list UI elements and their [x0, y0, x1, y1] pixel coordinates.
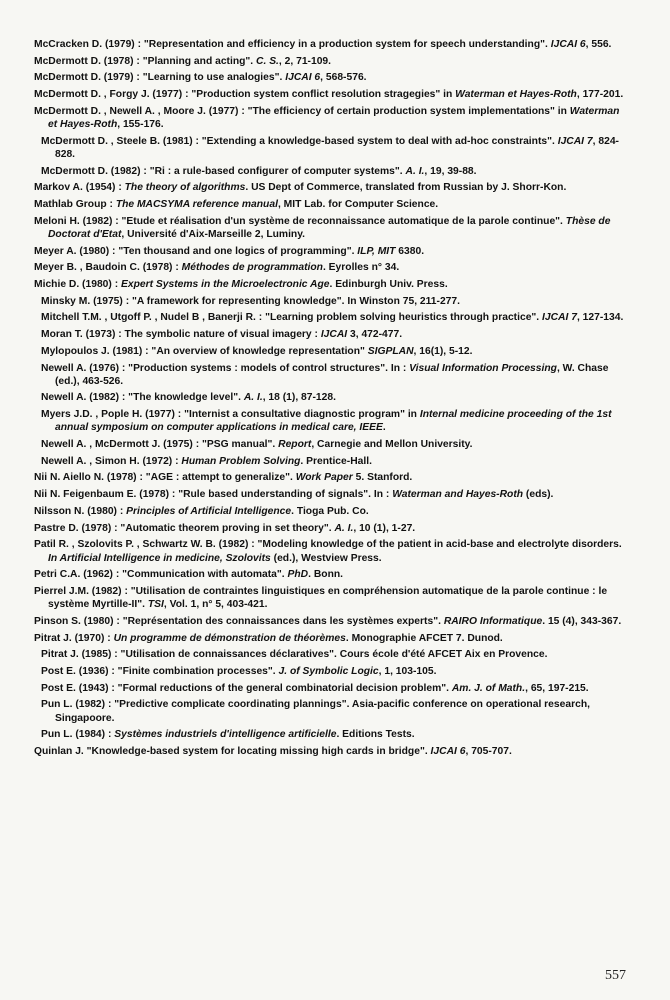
reference-title-italic: Visual Information Processing [409, 362, 557, 374]
reference-author: McDermott D. , Steele B. (1981) [41, 135, 193, 147]
reference-author: Pinson S. (1980) [34, 615, 114, 627]
reference-author: Newell A. , McDermott J. (1975) [41, 439, 193, 451]
reference-title-italic: Principles of Artificial Intelligence [126, 505, 292, 517]
reference-author: Nilsson N. (1980) [34, 505, 117, 517]
reference-title-italic: Internal medicine proceeding of the 1st annual symposium on computer applications in medical care, IEEE [55, 409, 612, 434]
reference-entry [34, 71, 624, 84]
reference-text: , 18 (1), 87-128. [262, 392, 336, 404]
reference-title-italic: SIGPLAN [367, 345, 414, 357]
reference-text: : "Learning problem solving heuristics through practice". [255, 312, 543, 324]
reference-title-italic: IJCAI 6 [550, 39, 586, 50]
reference-author: Pun L. (1984) [41, 729, 106, 741]
reference-text: 6380. [395, 245, 425, 257]
reference-entry [41, 408, 624, 434]
reference-title-italic: A. I. [243, 392, 263, 404]
reference-title-italic: RAIRO Informatique [443, 615, 543, 627]
reference-author: Meyer A. (1980) [34, 245, 110, 257]
reference-text: , 16(1), 5-12. [413, 345, 473, 357]
reference-text: , Vol. 1, n° 5, 403-421. [163, 599, 268, 611]
reference-text: , 127-134. [576, 312, 624, 324]
reference-text: , MIT Lab. for Computer Science. [277, 199, 439, 211]
reference-text: "Knowledge-based system for locating missing high cards in bridge". [83, 745, 431, 757]
reference-entry [34, 471, 624, 484]
reference-text: : [106, 199, 116, 211]
reference-entry [34, 55, 624, 68]
reference-entry [41, 648, 624, 661]
reference-text: . Tioga Pub. Co. [291, 505, 369, 517]
reference-entry [41, 682, 624, 695]
reference-text: : [111, 279, 121, 291]
reference-entry [41, 165, 624, 178]
reference-text: : "Internist a consultative diagnostic program" in [174, 409, 420, 421]
reference-title-italic: Work Paper [295, 472, 353, 484]
reference-text: : "Predictive complicate coordinating plannings". Asia-pacific conference on operational research, Singapoore. [55, 699, 590, 724]
reference-title-italic: Waterman and Hayes-Roth [392, 489, 524, 501]
reference-author: Newell A. (1982) [41, 392, 120, 404]
reference-title-italic: IJCAI 7 [542, 312, 577, 324]
reference-title-italic: The MACSYMA reference manual [115, 199, 278, 211]
reference-text: , Université d'Aix-Marseille 2, Luminy. [121, 228, 306, 240]
reference-entry [34, 278, 624, 291]
reference-author: Pun L. (1982) [41, 699, 106, 711]
reference-entry [34, 585, 624, 611]
reference-title-italic: Waterman et Hayes-Roth [455, 89, 577, 101]
reference-text: : "Production system conflict resolution stragegies" in [182, 89, 456, 101]
reference-text: : "Représentation des connaissances dans les systèmes experts". [113, 615, 444, 627]
reference-title-italic: Report [278, 439, 312, 451]
reference-entry [34, 38, 624, 51]
reference-entry [34, 261, 624, 274]
reference-text: . US Dept of Commerce, translated from Russian by J. Shorr-Kon. [245, 182, 567, 194]
reference-title-italic: Un programme de démonstration de théorèmes [113, 632, 346, 644]
reference-title-italic: TSI [147, 599, 164, 611]
reference-title-italic: Expert Systems in the Microelectronic Age [120, 279, 330, 291]
reference-author: Minsky M. (1975) [41, 295, 123, 307]
reference-author: Nii N. Feigenbaum E. (1978) [34, 489, 170, 501]
reference-text: , 824-828. [55, 135, 619, 160]
reference-author: Post E. (1936) [41, 665, 109, 677]
reference-entry [41, 362, 624, 388]
reference-title-italic: Human Problem Solving [181, 455, 301, 467]
reference-author: Myers J.D. , Pople H. (1977) [41, 409, 175, 421]
reference-list [34, 38, 624, 762]
reference-title-italic: IJCAI [320, 329, 348, 341]
reference-author: Meloni H. (1982) [34, 215, 113, 227]
reference-entry [41, 328, 624, 341]
reference-entry [41, 728, 624, 741]
reference-author: Moran T. (1973) [41, 329, 116, 341]
reference-text: : "Extending a knowledge-based system to deal with ad-hoc constraints". [192, 135, 558, 147]
reference-text: . Eyrolles n° 34. [322, 262, 400, 274]
reference-text: 3, 472-477. [347, 329, 403, 341]
reference-text: : "Communication with automata". [112, 569, 288, 581]
reference-title-italic: PhD [287, 569, 309, 581]
reference-text: : "The efficiency of certain production system implementations" in [238, 105, 570, 117]
reference-text: , 10 (1), 1-27. [353, 522, 416, 534]
reference-text: : "Learning to use analogies". [133, 72, 286, 84]
reference-entry [34, 198, 624, 211]
reference-text: : [172, 262, 182, 274]
reference-author: McDermott D. (1978) [34, 55, 134, 67]
reference-text: . Bonn. [308, 569, 344, 581]
reference-author: Mitchell T.M. , Utgoff P. , Nudel B , Banerji R. [41, 312, 256, 324]
reference-title-italic: Thèse de Doctorat d'Etat [48, 215, 611, 240]
reference-author: McDermott D. (1982) [41, 165, 141, 177]
reference-text: : "Planning and acting". [133, 55, 257, 67]
reference-entry [41, 311, 624, 324]
reference-author: Pitrat J. (1970) [34, 632, 105, 644]
reference-title-italic: Systèmes industriels d'intelligence artificielle [114, 729, 337, 741]
reference-title-italic: Am. J. of Math. [451, 682, 526, 694]
reference-text: : "Automatic theorem proving in set theory". [111, 522, 335, 534]
reference-text: : [105, 729, 115, 741]
reference-text: (ed.), Westview Press. [270, 552, 382, 564]
reference-entry [34, 215, 624, 241]
reference-text: : [115, 182, 125, 194]
reference-text: . Editions Tests. [336, 729, 415, 741]
reference-entry [34, 522, 624, 535]
reference-entry [34, 538, 624, 564]
reference-author: Petri C.A. (1962) [34, 569, 113, 581]
reference-author: Pastre D. (1978) [34, 522, 112, 534]
reference-entry [41, 438, 624, 451]
reference-text: : [172, 455, 182, 467]
reference-author: McDermott D. , Forgy J. (1977) [34, 89, 183, 101]
reference-text: : "Rule based understanding of signals". In : [169, 489, 393, 501]
reference-text: . Prentice-Hall. [300, 455, 372, 467]
reference-text: : "The knowledge level". [119, 392, 244, 404]
reference-author: Markov A. (1954) [34, 182, 116, 194]
reference-entry [41, 665, 624, 678]
reference-entry [41, 135, 624, 161]
reference-text: 5. Stanford. [352, 472, 413, 484]
reference-text: : [116, 505, 127, 517]
reference-text: , 177-201. [576, 89, 624, 101]
reference-title-italic: C. S. [256, 55, 279, 67]
reference-entry [34, 745, 624, 758]
reference-text: : "Utilisation de connaissances déclaratives". Cours école d'été AFCET Aix en Provence. [111, 649, 548, 661]
reference-author: McCracken D. (1979) [34, 39, 135, 50]
reference-title-italic: ILP, MIT [357, 245, 396, 257]
reference-author: Post E. (1943) [41, 682, 109, 694]
reference-entry [34, 181, 624, 194]
reference-text: . Monographie AFCET 7. Dunod. [345, 632, 503, 644]
reference-text: : "PSG manual". [192, 439, 279, 451]
reference-entry [41, 345, 624, 358]
reference-entry [41, 295, 624, 308]
reference-author: Newell A. (1976) [41, 362, 120, 374]
reference-text: : "Ten thousand and one logics of programming". [109, 245, 358, 257]
reference-author: Mylopoulos J. (1981) [41, 345, 143, 357]
reference-text: , Carnegie and Mellon University. [311, 439, 473, 451]
reference-author: Meyer B. , Baudoin C. (1978) [34, 262, 173, 274]
reference-entry [34, 245, 624, 258]
reference-text: : "Production systems : models of control structures". In : [119, 362, 410, 374]
reference-author: Quinlan J. [34, 745, 84, 757]
reference-entry [34, 488, 624, 501]
reference-title-italic: A. I. [405, 165, 425, 177]
reference-text: , 568-576. [320, 72, 367, 84]
reference-text: . [382, 422, 386, 434]
reference-text: : "Formal reductions of the general combinatorial decision problem". [108, 682, 452, 694]
reference-title-italic: Waterman et Hayes-Roth [48, 105, 620, 131]
reference-text: : "Modeling knowledge of the patient in acid-base and electrolyte disorders. [248, 539, 622, 551]
reference-text: : "Etude et réalisation d'un système de reconnaissance automatique de la parole continue". [112, 215, 566, 227]
reference-text: (eds). [523, 489, 554, 501]
reference-author: Michie D. (1980) [34, 279, 112, 291]
reference-text: . Edinburgh Univ. Press. [329, 279, 448, 291]
reference-entry [41, 391, 624, 404]
reference-title-italic: A. I. [334, 522, 354, 534]
reference-author: Patil R. , Szolovits P. , Schwartz W. B. (1982) [34, 539, 249, 551]
reference-title-italic: In Artificial Intelligence in medicine, Szolovits [48, 552, 271, 564]
reference-text: : "Utilisation de contraintes linguistiques en compréhension automatique de la parole continue : le système Myrtille-II". [48, 585, 608, 611]
reference-title-italic: IJCAI 6 [285, 72, 321, 84]
reference-text: : "Finite combination processes". [108, 665, 279, 677]
reference-entry [34, 615, 624, 628]
reference-title-italic: The theory of algorithms [124, 182, 246, 194]
reference-entry [34, 105, 624, 131]
reference-text: : "Representation and efficiency in a production system for speech understanding". [134, 39, 551, 50]
reference-text: : "Ri : a rule-based configurer of computer systems". [140, 165, 406, 177]
reference-entry [34, 632, 624, 645]
reference-text: , 556. [585, 39, 612, 50]
reference-author: Mathlab Group [34, 199, 107, 211]
reference-author: Newell A. , Simon H. (1972) [41, 455, 173, 467]
reference-author: McDermott D. (1979) [34, 72, 134, 84]
reference-entry [41, 698, 624, 724]
reference-author: Pitrat J. (1985) [41, 649, 112, 661]
reference-text: , 1, 103-105. [378, 665, 437, 677]
reference-text: , 155-176. [117, 119, 164, 131]
page-number: 557 [605, 968, 626, 983]
reference-text: : [104, 632, 114, 644]
reference-text: : "A framework for representing knowledge". In Winston 75, 211-277. [122, 295, 461, 307]
reference-title-italic: IJCAI 6 [430, 745, 466, 757]
reference-text: : "An overview of knowledge representation" [142, 345, 368, 357]
reference-text: , 705-707. [465, 745, 512, 757]
reference-text: , 65, 197-215. [525, 682, 589, 694]
reference-entry [34, 505, 624, 518]
reference-title-italic: J. of Symbolic Logic [278, 665, 379, 677]
reference-entry [34, 568, 624, 581]
reference-entry [41, 455, 624, 468]
reference-text: , W. Chase (ed.), 463-526. [55, 362, 609, 387]
reference-author: Pierrel J.M. (1982) [34, 585, 122, 597]
reference-text: . 15 (4), 343-367. [542, 615, 622, 627]
reference-author: McDermott D. , Newell A. , Moore J. (1977) [34, 105, 239, 117]
reference-text: : The symbolic nature of visual imagery : [115, 329, 321, 341]
reference-author: Nii N. Aiello N. (1978) [34, 472, 137, 484]
reference-text: , 19, 39-88. [424, 165, 477, 177]
reference-text: : "AGE : attempt to generalize". [136, 472, 296, 484]
reference-text: , 2, 71-109. [278, 55, 332, 67]
reference-entry [34, 88, 624, 101]
reference-title-italic: Méthodes de programmation [181, 262, 323, 274]
reference-title-italic: IJCAI 7 [557, 135, 593, 147]
